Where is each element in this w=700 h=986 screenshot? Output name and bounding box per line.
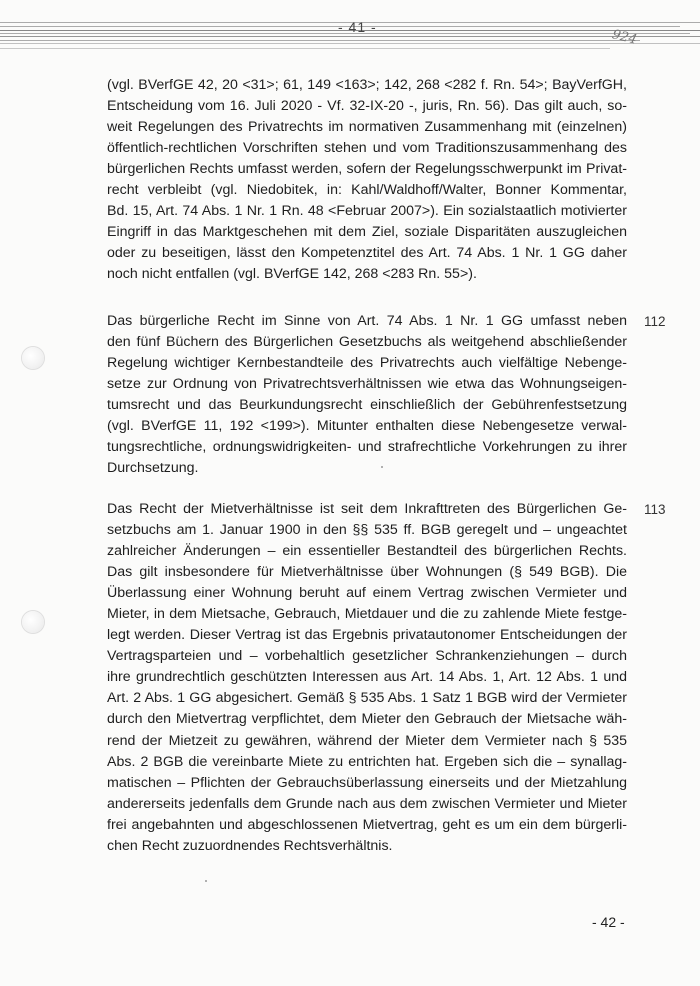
- text-line: rend der Mietzeit zu gewähren, während der Mieter dem Vermieter nach § 535: [107, 732, 627, 749]
- text-line: legt werden. Dieser Vertrag ist das Ergebnis privatautonomer Entscheidungen der: [107, 627, 627, 644]
- text-line: Bd. 15, Art. 74 Abs. 1 Nr. 1 Rn. 48 <Februar 2007>). Ein sozialstaatlich motivierter: [107, 203, 627, 220]
- handwritten-page-stamp: 924: [610, 27, 639, 48]
- text-line: weit Regelungen des Privatrechts im normativen Zusammenhang mit (einzelnen): [107, 119, 627, 136]
- text-line: durch den Mietvertrag verpflichtet, dem Mieter den Gebrauch der Mietsache wäh-: [107, 711, 627, 728]
- punch-hole: [22, 611, 44, 633]
- text-line: Das Recht der Mietverhältnisse ist seit dem Inkrafttreten des Bürgerlichen Ge-: [107, 501, 627, 517]
- text-line: andererseits jedenfalls dem Grunde nach aus dem zwischen Vermieter und Mieter: [107, 795, 627, 812]
- text-line: Überlassung einer Wohnung beruht auf einem Vertrag zwischen Vermieter und: [107, 585, 627, 602]
- text-line: oder zu beseitigen, lässt den Kompetenztitel des Art. 74 Abs. 1 Nr. 1 GG daher: [107, 245, 627, 262]
- text-line: tungsrechtliche, ordnungswidrigkeiten- und strafrechtliche Vorkehrungen zu ihrer: [107, 439, 627, 456]
- text-line: Das gilt insbesondere für Mietverhältnisse über Wohnungen (§ 549 BGB). Die: [107, 564, 627, 581]
- paragraph-number: 112: [644, 314, 666, 329]
- page-number-top: - 41 -: [338, 19, 377, 35]
- text-line: ihre grundrechtlich geschützten Interessen aus Art. 14 Abs. 1, Art. 12 Abs. 1 und: [107, 669, 627, 686]
- text-line: den fünf Büchern des Bürgerlichen Gesetzbuchs als weitgehend abschließender: [107, 334, 627, 351]
- paragraph-continued: [107, 75, 627, 285]
- scan-speck: [381, 466, 383, 468]
- text-line: Eingriff in das Marktgeschehen mit dem Ziel, soziale Disparitäten auszugleichen: [107, 224, 627, 241]
- next-page-indicator: - 42 -: [592, 914, 625, 930]
- text-line: Das bürgerliche Recht im Sinne von Art. 74 Abs. 1 Nr. 1 GG umfasst neben: [107, 313, 627, 329]
- text-line: Art. 2 Abs. 1 GG abgesichert. Gemäß § 535 Abs. 1 Satz 1 BGB wird der Vermieter: [107, 690, 627, 707]
- text-line: frei angebahnten und abgeschlossenen Mietvertrag, geht es um ein dem bürgerli-: [107, 816, 627, 833]
- text-line: noch nicht entfallen (vgl. BVerfGE 142, 268 <283 Rn. 55>).: [107, 266, 477, 283]
- text-line: Vertragsparteien und – vorbehaltlich gesetzlicher Schrankenziehungen – durch: [107, 648, 627, 665]
- paragraph-112: [107, 311, 627, 479]
- text-line: (vgl. BVerfGE 11, 192 <199>). Mitunter enthalten diese Nebengesetze verwal-: [107, 418, 627, 435]
- text-line: chen Recht zuzuordnendes Rechtsverhältnis.: [107, 837, 393, 854]
- text-line: recht verbleibt (vgl. Niedobitek, in: Kahl/Waldhoff/Walter, Bonner Kommentar,: [107, 182, 627, 199]
- paragraph-number: 113: [644, 502, 666, 517]
- text-line: (vgl. BVerfGE 42, 20 <31>; 61, 149 <163>; 142, 268 <282 f. Rn. 54>; BayVerfGH,: [107, 77, 627, 93]
- paragraph-113: [107, 499, 627, 857]
- text-line: Mieter, in dem Mietsache, Gebrauch, Mietdauer und die zu zahlende Miete festge-: [107, 606, 627, 623]
- text-line: Regelung wichtiger Kernbestandteile des Privatrechts auch vielfältige Nebenge-: [107, 355, 627, 372]
- text-line: Durchsetzung.: [107, 460, 199, 477]
- text-line: Abs. 2 BGB die vereinbarte Miete zu entrichten hat. Ergeben sich die – synallag-: [107, 753, 627, 770]
- text-line: tumsrecht und das Beurkundungsrecht einschließlich der Gebührenfestsetzung: [107, 397, 627, 414]
- text-line: öffentlich-rechtlichen Vorschriften stehen und vom Traditionszusammenhang des: [107, 140, 627, 157]
- punch-hole: [22, 347, 44, 369]
- text-line: setze zur Ordnung von Privatrechtsverhältnissen wie etwa das Wohnungseigen-: [107, 376, 627, 393]
- scan-speck: [205, 880, 207, 882]
- text-line: setzbuchs am 1. Januar 1900 in den §§ 535 ff. BGB geregelt und – ungeachtet: [107, 522, 627, 539]
- text-line: zahlreicher Änderungen – ein essentieller Bestandteil des bürgerlichen Rechts.: [107, 543, 627, 560]
- text-line: Entscheidung vom 16. Juli 2020 - Vf. 32-IX-20 -, juris, Rn. 56). Das gilt auch, so-: [107, 98, 627, 115]
- text-line: matischen – Pflichten der Gebrauchsüberlassung einerseits und der Mietzahlung: [107, 774, 627, 791]
- text-line: bürgerlichen Rechts umfasst werden, sofern der Regelungsschwerpunkt im Privat-: [107, 161, 627, 178]
